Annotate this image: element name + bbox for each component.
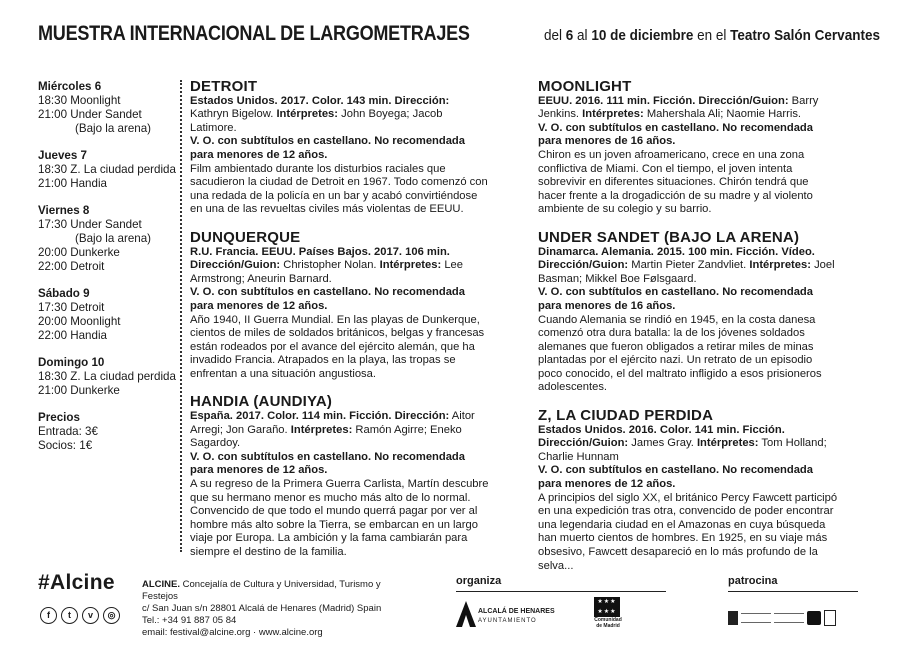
schedule-day: Sábado 9 17:30 Detroit 20:00 Moonlight 22:00 Handia	[38, 287, 121, 342]
film-rating: V. O. con subtítulos en castellano. No recomendada para menores de 12 años.	[190, 450, 465, 477]
film-synopsis: Año 1940, II Guerra Mundial. En las playas de Dunkerque, cientos de miles de soldados británicos, belgas y francesas están rodeados por el avance del ejército alemán, que ha invadido Francia. Atrapados en la playa, las tropas se enfrentan a una situación angustiosa.	[190, 313, 485, 380]
film-rating: V. O. con subtítulos en castellano. No recomendada para menores de 12 años.	[190, 286, 465, 312]
date-venue-line: del 6 al 10 de diciembre en el Teatro Salón Cervantes	[544, 27, 881, 44]
patrocina-block: patrocina	[728, 575, 858, 626]
organiza-block: organiza ALCALÁ DE HENARES AYUNTAMIENTO ★★★ ★★★ Comunidad de Madrid	[456, 575, 666, 598]
social-links	[40, 607, 120, 624]
film-meta: R.U. Francia. EEUU. Países Bajos. 2017. 106 min. Dirección/Guion: Christopher Nolan. Intérpretes: Lee Armstrong; Aneurin Barnard.	[190, 245, 463, 285]
schedule-day: Viernes 8 17:30 Under Sandet (Bajo la arena) 20:00 Dunkerke 22:00 Detroit	[38, 204, 152, 273]
dotted-divider	[180, 80, 182, 552]
twitter-icon[interactable]: t	[61, 607, 78, 624]
film-meta: Estados Unidos. 2017. Color. 143 min. Dirección: Kathryn Bigelow. Intérpretes: John Boyega; Jacob Latimore.	[190, 94, 450, 134]
film-detroit	[190, 80, 490, 217]
film-synopsis: Chiron es un joven afroamericano, crece en una zona conflictiva de Miami. Con el tiempo, el joven intenta sobrevivir en diferentes situaciones. Chirón tendrá que hacer frente a la drogadicción de su madre y al violento ambiente de su colegio y su barrio.	[538, 148, 813, 216]
facebook-icon[interactable]: f	[40, 607, 57, 624]
film-rating: V. O. con subtítulos en castellano. No recomendada para menores de 12 años.	[190, 135, 465, 161]
film-meta: EEUU. 2016. 111 min. Ficción. Dirección/Guion: Barry Jenkins. Intérpretes: Mahershala Ali; Naomie Harris.	[538, 94, 819, 121]
film-meta: Estados Unidos. 2016. Color. 141 min. Ficción. Dirección/Guion: James Gray. Intérpretes: Tom Holland; Charlie Hunnam	[538, 423, 827, 463]
alcine-logo[interactable]: #Alcine	[38, 571, 115, 594]
film-dunquerque	[190, 228, 490, 382]
film-moonlight	[538, 80, 838, 217]
film-title: DETROIT	[190, 78, 258, 95]
film-meta: Dinamarca. Alemania. 2015. 100 min. Ficción. Vídeo. Dirección/Guion: Martin Pieter Zandvliet. Intérpretes: Joel Basman; Mikkel Boe Følsgaard.	[538, 245, 835, 285]
film-under-sandet	[538, 228, 838, 395]
sponsor-logo	[728, 610, 858, 626]
film-column-right	[538, 80, 838, 587]
schedule-day: Miércoles 6 18:30 Moonlight 21:00 Under Sandet (Bajo la arena)	[38, 80, 152, 135]
film-rating: V. O. con subtítulos en castellano. No recomendada para menores de 16 años.	[538, 121, 813, 148]
page-title: MUESTRA INTERNACIONAL DE LARGOMETRAJES	[38, 22, 470, 45]
comunidad-madrid-logo: ★★★ ★★★ Comunidad de Madrid	[594, 599, 622, 629]
schedule-day: Domingo 10 18:30 Z. La ciudad perdida 21:00 Dunkerke	[38, 356, 176, 397]
film-title: HANDIA (AUNDIYA)	[190, 393, 333, 411]
film-handia	[190, 395, 490, 559]
film-synopsis: Cuando Alemania se rindió en 1945, en la costa danesa comenzó otra dura batalla: la de los jóvenes soldados alemanes que fueron obligados a retirar miles de minas plantadas por el ejército nazi. Un retrato de un episodio poco conocido, el del maltrato infligido a esos prisioneros adolescentes.	[538, 313, 822, 394]
film-rating: V. O. con subtítulos en castellano. No recomendada para menores de 16 años.	[538, 286, 813, 312]
film-synopsis: A su regreso de la Primera Guerra Carlista, Martín descubre que su hermano menor es mucho más alto de lo normal. Convencido de que todo el mundo querrá pagar por ver al hombre más alto sobre la Tierra, se embarcan en un largo viaje por Europa. La ambición y la fama cambiarán para siempre el destino de la familia.	[190, 478, 489, 558]
schedule	[38, 80, 178, 466]
film-z-ciudad-perdida	[538, 409, 838, 573]
film-rating: V. O. con subtítulos en castellano. No recomendada para menores de 12 años.	[538, 464, 813, 491]
film-synopsis: Film ambientado durante los disturbios raciales que sacudieron la ciudad de Detroit en 1967. Todo comenzó con una redada de la policía en un bar y acabó convirtiéndose en una de las revueltas civiles más violentas de EEUU.	[190, 162, 488, 216]
film-title: DUNQUERQUE	[190, 228, 301, 246]
instagram-icon[interactable]: ◎	[103, 607, 120, 624]
email-web-link[interactable]: email: festival@alcine.org · www.alcine.org	[142, 627, 323, 638]
schedule-day: Jueves 7 18:30 Z. La ciudad perdida 21:00 Handia	[38, 149, 176, 190]
film-title: MOONLIGHT	[538, 78, 632, 95]
film-column-left	[190, 80, 490, 574]
ayuntamiento-logo: ALCALÁ DE HENARES AYUNTAMIENTO	[456, 601, 552, 629]
film-meta: España. 2017. Color. 114 min. Ficción. Dirección: Aitor Arregi; Jon Garaño. Intérpretes: Ramón Agirre; Eneko Sagardoy.	[190, 410, 475, 450]
vimeo-icon[interactable]: v	[82, 607, 99, 624]
contact-info: ALCINE. Concejalía de Cultura y Universidad, Turismo y Festejos c/ San Juan s/n 28801 Alcalá de Henares (Madrid) Spain Tel.: +34 91 887 05 84 email: festival@alcine.org · www.alcine.org	[142, 579, 412, 639]
film-title: Z, LA CIUDAD PERDIDA	[538, 407, 714, 425]
footer	[38, 571, 878, 645]
page-header	[38, 22, 900, 46]
film-title: UNDER SANDET (BAJO LA ARENA)	[538, 228, 800, 246]
prices: Precios Entrada: 3€ Socios: 1€	[38, 411, 98, 452]
film-synopsis: A principios del siglo XX, el británico Percy Fawcett participó en una expedición tras otra, convencido de poder encontrar una legendaria ciudad en el Amazonas en cuya búsqueda han muerto cientos de hombres. En 1925, en su viaje más obsesivo, Fawcett desapareció en lo más profundo de la selva...	[538, 491, 838, 572]
